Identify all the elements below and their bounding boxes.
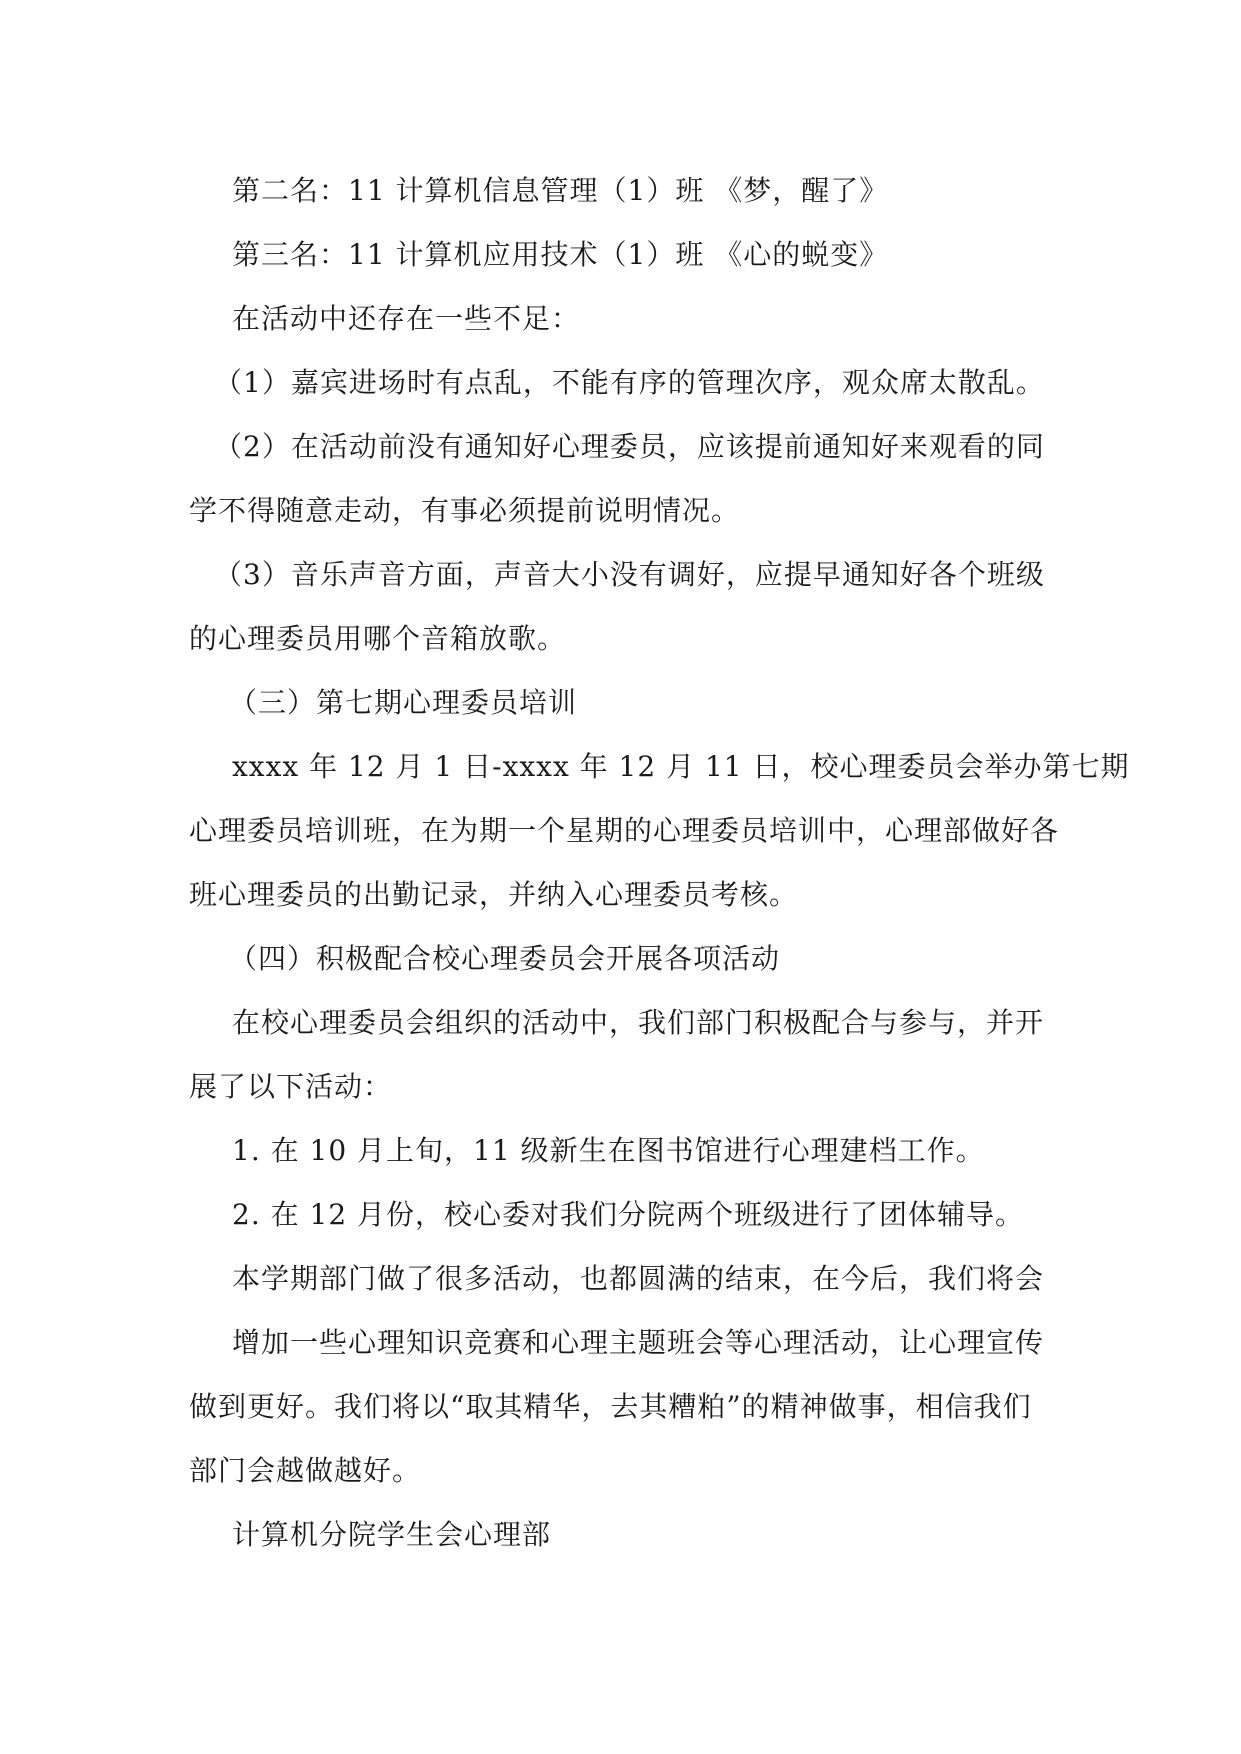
summary-paragraph-line-3: 做到更好。我们将以“取其精华，去其糟粕”的精神做事，相信我们 bbox=[189, 1390, 1032, 1423]
shortcoming-item-2-continued: 学不得随意走动，有事必须提前说明情况。 bbox=[189, 494, 741, 527]
activities-paragraph: 在校心理委员会组织的活动中，我们部门积极配合与参与，并开 bbox=[232, 1006, 1045, 1039]
training-paragraph-line-2: 心理委员培训班，在为期一个星期的心理委员培训中，心理部做好各 bbox=[189, 814, 1060, 847]
shortcomings-intro: 在活动中还存在一些不足： bbox=[232, 302, 581, 335]
shortcoming-item-1: （1）嘉宾进场时有点乱，不能有序的管理次序，观众席太散乱。 bbox=[214, 366, 1045, 399]
award-second-place: 第二名：11 计算机信息管理（1）班 《梦，醒了》 bbox=[232, 174, 889, 207]
activities-paragraph-line-2: 展了以下活动： bbox=[189, 1070, 393, 1103]
activity-item-1: 1. 在 10 月上旬，11 级新生在图书馆进行心理建档工作。 bbox=[232, 1134, 985, 1167]
section-heading-4: （四）积极配合校心理委员会开展各项活动 bbox=[229, 942, 781, 975]
shortcoming-item-3: （3）音乐声音方面，声音大小没有调好，应提早通知好各个班级 bbox=[214, 558, 1045, 591]
document-body bbox=[189, 159, 1130, 1567]
shortcoming-item-3-continued: 的心理委员用哪个音箱放歌。 bbox=[189, 622, 567, 655]
training-paragraph-line-3: 班心理委员的出勤记录，并纳入心理委员考核。 bbox=[189, 878, 799, 911]
summary-paragraph: 本学期部门做了很多活动，也都圆满的结束，在今后，我们将会 bbox=[232, 1262, 1045, 1295]
activity-item-2: 2. 在 12 月份，校心委对我们分院两个班级进行了团体辅导。 bbox=[232, 1198, 1025, 1231]
signature-department: 计算机分院学生会心理部 bbox=[232, 1518, 552, 1551]
training-paragraph: xxxx 年 12 月 1 日-xxxx 年 12 月 11 日，校心理委员会举办第七期 bbox=[232, 750, 1130, 783]
summary-paragraph-line-2: 增加一些心理知识竞赛和心理主题班会等心理活动，让心理宣传 bbox=[232, 1326, 1045, 1359]
award-third-place: 第三名：11 计算机应用技术（1）班 《心的蜕变》 bbox=[232, 238, 889, 271]
shortcoming-item-2: （2）在活动前没有通知好心理委员，应该提前通知好来观看的同 bbox=[214, 430, 1045, 463]
summary-paragraph-line-4: 部门会越做越好。 bbox=[189, 1454, 422, 1487]
section-heading-3: （三）第七期心理委员培训 bbox=[229, 686, 578, 719]
